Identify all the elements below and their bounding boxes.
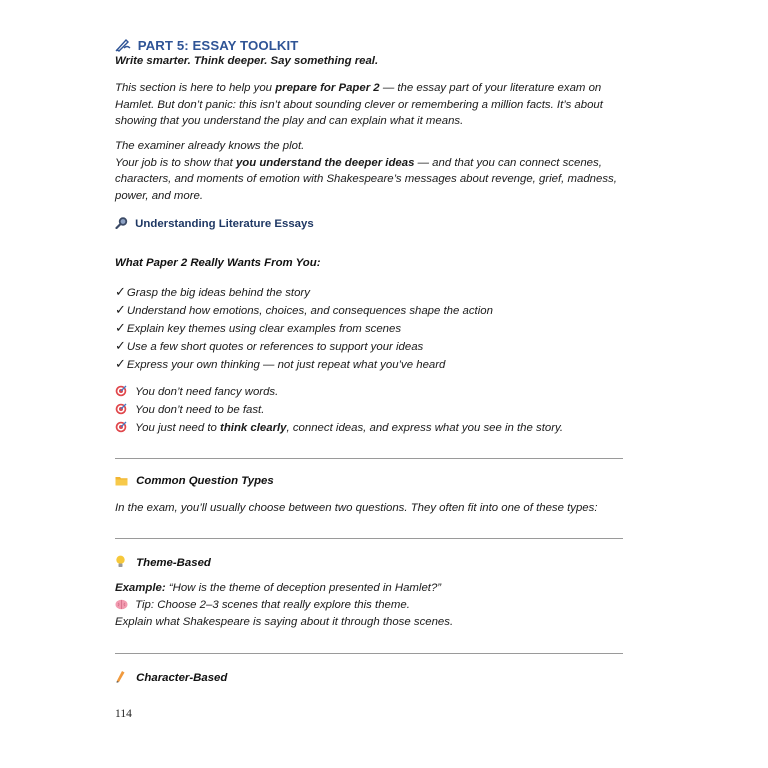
checkmark-icon: ✓ [115,284,126,299]
intro-p2-text-a: Your job is to show that [115,156,236,169]
checkmark-icon: ✓ [115,320,126,335]
character-based-title: Character-Based [136,672,228,684]
intro-p2-body [115,155,625,205]
wants-item-text: Explain key themes using clear examples from scenes [126,323,402,335]
target-line3-a: You just need to [135,422,221,434]
writing-hand-icon [115,38,135,53]
page-heading [115,37,298,53]
brain-icon [115,599,129,611]
target-line3-bold: think clearly [220,422,287,434]
folder-icon [115,475,129,487]
target-line-text: You don’t need to be fast. [135,404,265,416]
checkmark-icon: ✓ [115,302,126,317]
heading-title: PART 5: ESSAY TOOLKIT [137,38,299,53]
wants-item-text: Use a few short quotes or references to support your ideas [126,341,424,353]
target-icon [115,385,129,398]
theme-example-text: “How is the theme of deception presented in Hamlet?” [165,582,442,594]
target-line [115,385,278,398]
wants-item [115,338,423,354]
page-number: 114 [115,708,132,720]
theme-based-heading [115,555,211,569]
tagline: Write smarter. Think deeper. Say something real. [115,55,379,67]
pencil-icon [115,670,129,684]
theme-tip [115,599,410,611]
intro-p1-bold: prepare for Paper 2 [275,82,380,94]
character-based-heading [115,670,227,684]
intro-p2-bold: you understand the deeper ideas [235,156,415,169]
lightbulb-icon [115,555,129,569]
intro-paragraph-1 [115,80,625,130]
wants-item-text: Understand how emotions, choices, and consequences shape the action [126,305,493,317]
wants-item-text: Express your own thinking — not just repeat what you’ve heard [126,359,446,371]
divider [115,653,623,654]
target-line3-c: , connect ideas, and express what you see in the story. [286,422,564,434]
target-line [115,421,563,434]
checkmark-icon: ✓ [115,356,126,371]
wants-item [115,302,493,318]
checkmark-icon: ✓ [115,338,126,353]
question-types-heading [115,475,274,487]
wants-item [115,284,310,300]
question-types-title: Common Question Types [136,475,274,487]
section-understanding [115,216,314,230]
intro-paragraph-2 [115,138,625,204]
intro-p1-text-a: This section is here to help you [115,82,276,94]
target-line [115,403,264,416]
wants-item-text: Grasp the big ideas behind the story [126,287,310,299]
theme-tip-text: Tip: Choose 2–3 scenes that really explore this theme. [135,599,410,611]
target-line-text: You don’t need fancy words. [135,386,279,398]
theme-example [115,582,441,594]
target-icon [115,403,129,416]
theme-tip-2: Explain what Shakespeare is saying about it through those scenes. [115,616,454,628]
intro-p2-line1: The examiner already knows the plot. [115,140,305,152]
target-icon [115,421,129,434]
theme-example-label: Example: [115,582,166,594]
question-types-desc: In the exam, you’ll usually choose between two questions. They often fit into one of these types: [115,502,598,514]
wants-item [115,356,445,372]
theme-based-title: Theme-Based [136,557,211,569]
divider [115,458,623,459]
divider [115,538,623,539]
intro-p2-text-c: — and that you can connect scenes, characters, and moments of emotion with Shakespeare’s messages about revenge, grief, madness, power, and more. [115,156,617,202]
wants-item [115,320,401,336]
wants-title: What Paper 2 Really Wants From You: [115,257,321,269]
magnifier-icon [115,218,132,230]
target-line-text [135,422,563,434]
section-understanding-title: Understanding Literature Essays [135,218,314,230]
intro-p1-text-c: — the essay part of your literature exam on Hamlet. But don’t panic: this isn’t about sounding clever or remembering a million facts. It’s about showing that you understand the play and can explain what it means. [115,82,603,127]
